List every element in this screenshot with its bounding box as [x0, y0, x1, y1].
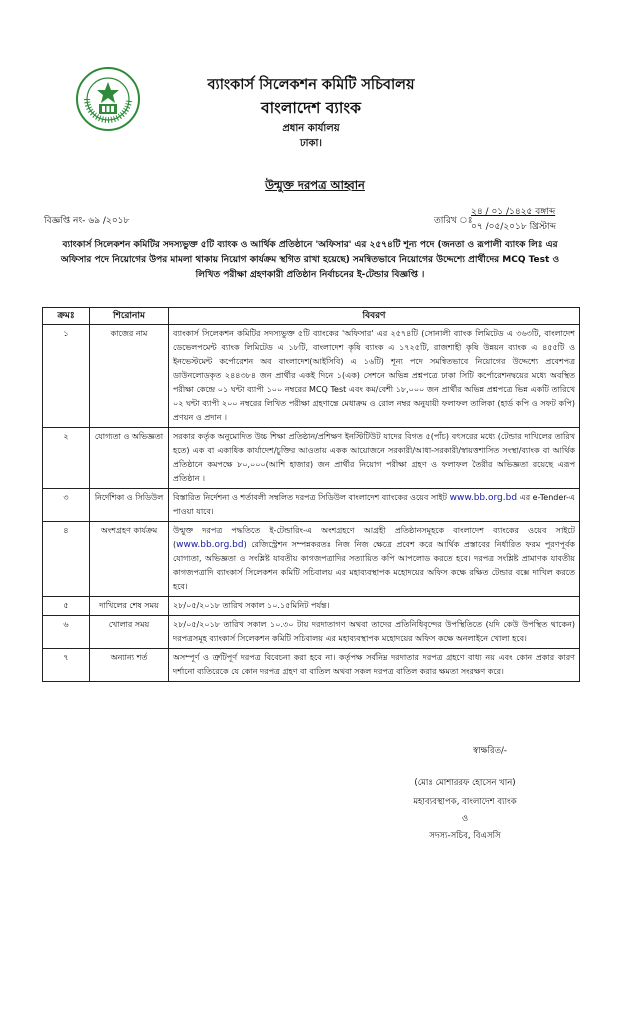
date-label: তারিখ ঃ	[434, 216, 473, 226]
bank-name: বাংলাদেশ ব্যাংক	[261, 99, 361, 117]
row-sl: ১	[43, 325, 90, 428]
row-heading: দাখিলের শেষ সময়	[90, 597, 169, 616]
row-sl: ৩	[43, 489, 90, 522]
row-sl: ৭	[43, 649, 90, 682]
table-row	[43, 522, 580, 597]
committee-title: ব্যাংকার্স সিলেকশন কমিটি সচিবালয়	[207, 77, 415, 93]
bb-website-link[interactable]: www.bb.org.bd	[449, 493, 518, 503]
invitation-title: উন্মুক্ত দরপত্র আহ্বান	[265, 178, 365, 192]
col-header-sl: ক্রমঃ	[43, 308, 90, 325]
row-details-text: ) রেজিস্ট্রেশন সম্পন্নকরতঃ নিজ নিজ ক্ষেত্রে প্রবেশ করে আর্থিক প্রস্তাবের নির্ধারিত ফরম পূরণপূর্বক যোগ্যতা, অভিজ্ঞতা ও সংশ্লিষ্ট যাবতীয় কাগজপত্রাদির সত্যায়িত কপি আপলোড করতে হবে। দরপত্র সংশ্লিষ্ট প্রামাণক যাবতীয় কাগজপত্রাদি ব্যাংকার্স সিলেকশন কমিটি সচিবালয় এর মহাব্যবস্থাপক মহোদয়ের অফিস কক্ষে রক্ষিত টেন্ডার বক্সে দাখিল করতে হবে।	[173, 540, 575, 591]
date-block	[471, 205, 556, 235]
row-heading: খোলার সময়	[90, 616, 169, 649]
city-name: ঢাকা।	[299, 138, 323, 149]
table-row	[43, 325, 580, 428]
row-details	[169, 489, 580, 522]
row-sl: ৬	[43, 616, 90, 649]
office-name: প্রধান কার্যালয়	[282, 123, 340, 134]
intro-paragraph: ব্যাংকার্স সিলেকশন কমিটির সদস্যভুক্ত ৫টি ব্যাংক ও আর্থিক প্রতিষ্ঠানে 'অফিসার' এর ২৫৭৪টি শূন্য পদে (জনতা ও রূপালী ব্যাংক লিঃ এর অফিসার পদে নিয়োগের উপর মামলা থাকায় নিয়োগ কার্যক্রম স্থগিত রাখা হয়েছে) সমন্বিতভাবে নিয়োগের উদ্দেশ্যে প্রার্থীদের MCQ Test ও লিখিত পরীক্ষা গ্রহণকারী প্রতিষ্ঠান নির্বাচনের ই-টেন্ডার বিজ্ঞপ্তি ।	[60, 240, 560, 280]
signatory-name: (মোঃ মোশাররফ হোসেন খান)	[414, 778, 516, 788]
table-row	[43, 428, 580, 489]
bb-website-link[interactable]: www.bb.org.bd	[176, 540, 244, 550]
signatory-designation-1: মহাব্যবস্থাপক, বাংলাদেশ ব্যাংক	[413, 797, 517, 807]
row-heading: কাজের নাম	[90, 325, 169, 428]
bangladesh-bank-logo-icon	[75, 66, 141, 132]
tender-details-table	[42, 307, 580, 682]
row-details: অসম্পূর্ণ ও ত্রুটিপূর্ণ দরপত্র বিবেচনা করা হবে না। কর্তৃপক্ষ সর্বনিম্ন দরদাতার দরপত্র গ্রহণে বাধ্য নয় এবং কোন প্রকার কারণ দর্শানো ব্যতিরেকে যে কোন দরপত্র গ্রহণ বা বাতিল অথবা সকল দরপত্র বাতিল করার ক্ষমতা সংরক্ষণ করে।	[169, 649, 580, 682]
signed-mark: স্বাক্ষরিত/-	[473, 746, 507, 756]
table-row	[43, 597, 580, 616]
date-english: ০৭ /০৫/২০১৮ খ্রিস্টাব্দ	[471, 222, 556, 232]
row-details-text: এর e-Tender-এ পাওয়া যাবে।	[173, 493, 576, 516]
row-details-text: বিস্তারিত নির্দেশনা ও শর্তাবলী সম্বলিত দরপত্র সিডিউল বাংলাদেশ ব্যাংকের ওয়েব সাইট	[173, 493, 450, 502]
row-heading: অন্যান্য শর্ত	[90, 649, 169, 682]
row-details: সরকার কর্তৃক অনুমোদিত উচ্চ শিক্ষা প্রতিষ্ঠান/প্রশিক্ষণ ইনস্টিটিউট যাদের বিগত ৫(পাঁচ) বৎসরের মধ্যে (টেন্ডার দাখিলের তারিখ হতে) এক বা একাধিক কার্যাদেশ/চুক্তির আওতায় একক আয়োজনে সরকারী/আধা-সরকারী/স্বায়ত্তশাসিত সংস্থা/ব্যাংক বা আর্থিক প্রতিষ্ঠানে কমপক্ষে ৮০,০০০(আশি হাজার) জন প্রার্থীর নিয়োগ পরীক্ষা গ্রহণ ও ফলাফল তৈরীর অভিজ্ঞতা রয়েছে এরূপ প্রতিষ্ঠান ।	[169, 428, 580, 489]
row-heading: অংশগ্রহণ কার্যক্রম	[90, 522, 169, 597]
signatory-and: ও	[461, 814, 469, 824]
table-row	[43, 489, 580, 522]
col-header-heading: শিরোনাম	[90, 308, 169, 325]
row-details-text: উন্মুক্ত দরপত্র পদ্ধতিতে ই-টেন্ডারিং-এ অংশগ্রহণে আগ্রহী প্রতিষ্ঠানসমূহকে বাংলাদেশ ব্যাংকের ওয়েব সাইটে (	[173, 526, 575, 549]
table-row	[43, 616, 580, 649]
row-details: ২৮/০৫/২০১৮ তারিখ সকাল ১০.১৫মিনিট পর্যন্ত।	[169, 597, 580, 616]
row-heading: নির্দেশিকা ও সিডিউল	[90, 489, 169, 522]
row-details: ২৮/০৫/২০১৮ তারিখ সকাল ১০.৩০ টায় দরদাতাগণ অথবা তাদের প্রতিনিধিবৃন্দের উপস্থিতিতে (যদি কেউ উপস্থিত থাকেন) দরপত্রসমূহ ব্যাংকার্স সিলেকশন কমিটি সচিবালয় এর মহাব্যবস্থাপক মহোদয়ের অফিস কক্ষে অনলাইনে খোলা হবে।	[169, 616, 580, 649]
row-sl: ৪	[43, 522, 90, 597]
table-header-row	[43, 308, 580, 325]
row-heading: যোগ্যতা ও অভিজ্ঞতা	[90, 428, 169, 489]
row-details: ব্যাংকার্স সিলেকশন কমিটির সদস্যভুক্ত ৫টি ব্যাংকের 'অফিসার' এর ২৫৭৪টি (সোনালী ব্যাংক লিমিটেড এ ৩৬৩টি, বাংলাদেশ ডেভেলপমেন্ট ব্যাংক লিমিটেড এ ১৮টি, বাংলাদেশ কৃষি ব্যাংক এ ১৭২৫টি, রাজশাহী কৃষি উন্নয়ন ব্যাংক এ ৪৫৫টি ও ইনভেস্টমেন্ট কর্পোরেশন অব বাংলাদেশ(আইসিবি) এ ১৬টি) শূন্য পদে সমন্বিতভাবে নিয়োগের উদ্দেশ্যে প্রবেশপত্র ডাউনলোডকৃত ২৪৪৩৮৪ জন প্রার্থীর একই দিনে ১(এক) সেশনে অভিন্ন প্রশ্নপত্রে ঢাকা সিটি কর্পোরেশনদ্বয়ের মধ্যে অবস্থিত পরীক্ষা কেন্দ্রে ০১ ঘন্টা ব্যাপী ১০০ নম্বরের MCQ Test এবং কম/বেশী ১৮,০০০ জন প্রার্থীর অভিন্ন প্রশ্নপত্রে ভিন্ন একটি তারিখে ০২ ঘন্টা ব্যাপী ২০০ নম্বরের লিখিত পরীক্ষা গ্রহণান্তে মেধাক্রম ও রোল নম্বর অনুযায়ী ফলাফল তালিকা (হার্ড কপি ও সফট কপি) প্রণয়ন ও প্রদান ।	[169, 325, 580, 428]
memo-number: বিজ্ঞপ্তি নং- ৬৯ /২০১৮	[44, 216, 130, 226]
date-bangla: ২৪ / ০১ /১৪২৫ বঙ্গাব্দ	[471, 207, 556, 217]
table-row	[43, 649, 580, 682]
row-sl: ২	[43, 428, 90, 489]
col-header-details: বিবরণ	[169, 308, 580, 325]
row-sl: ৫	[43, 597, 90, 616]
row-details	[169, 522, 580, 597]
signatory-designation-2: সদস্য-সচিব, বিএসসি	[429, 831, 501, 841]
